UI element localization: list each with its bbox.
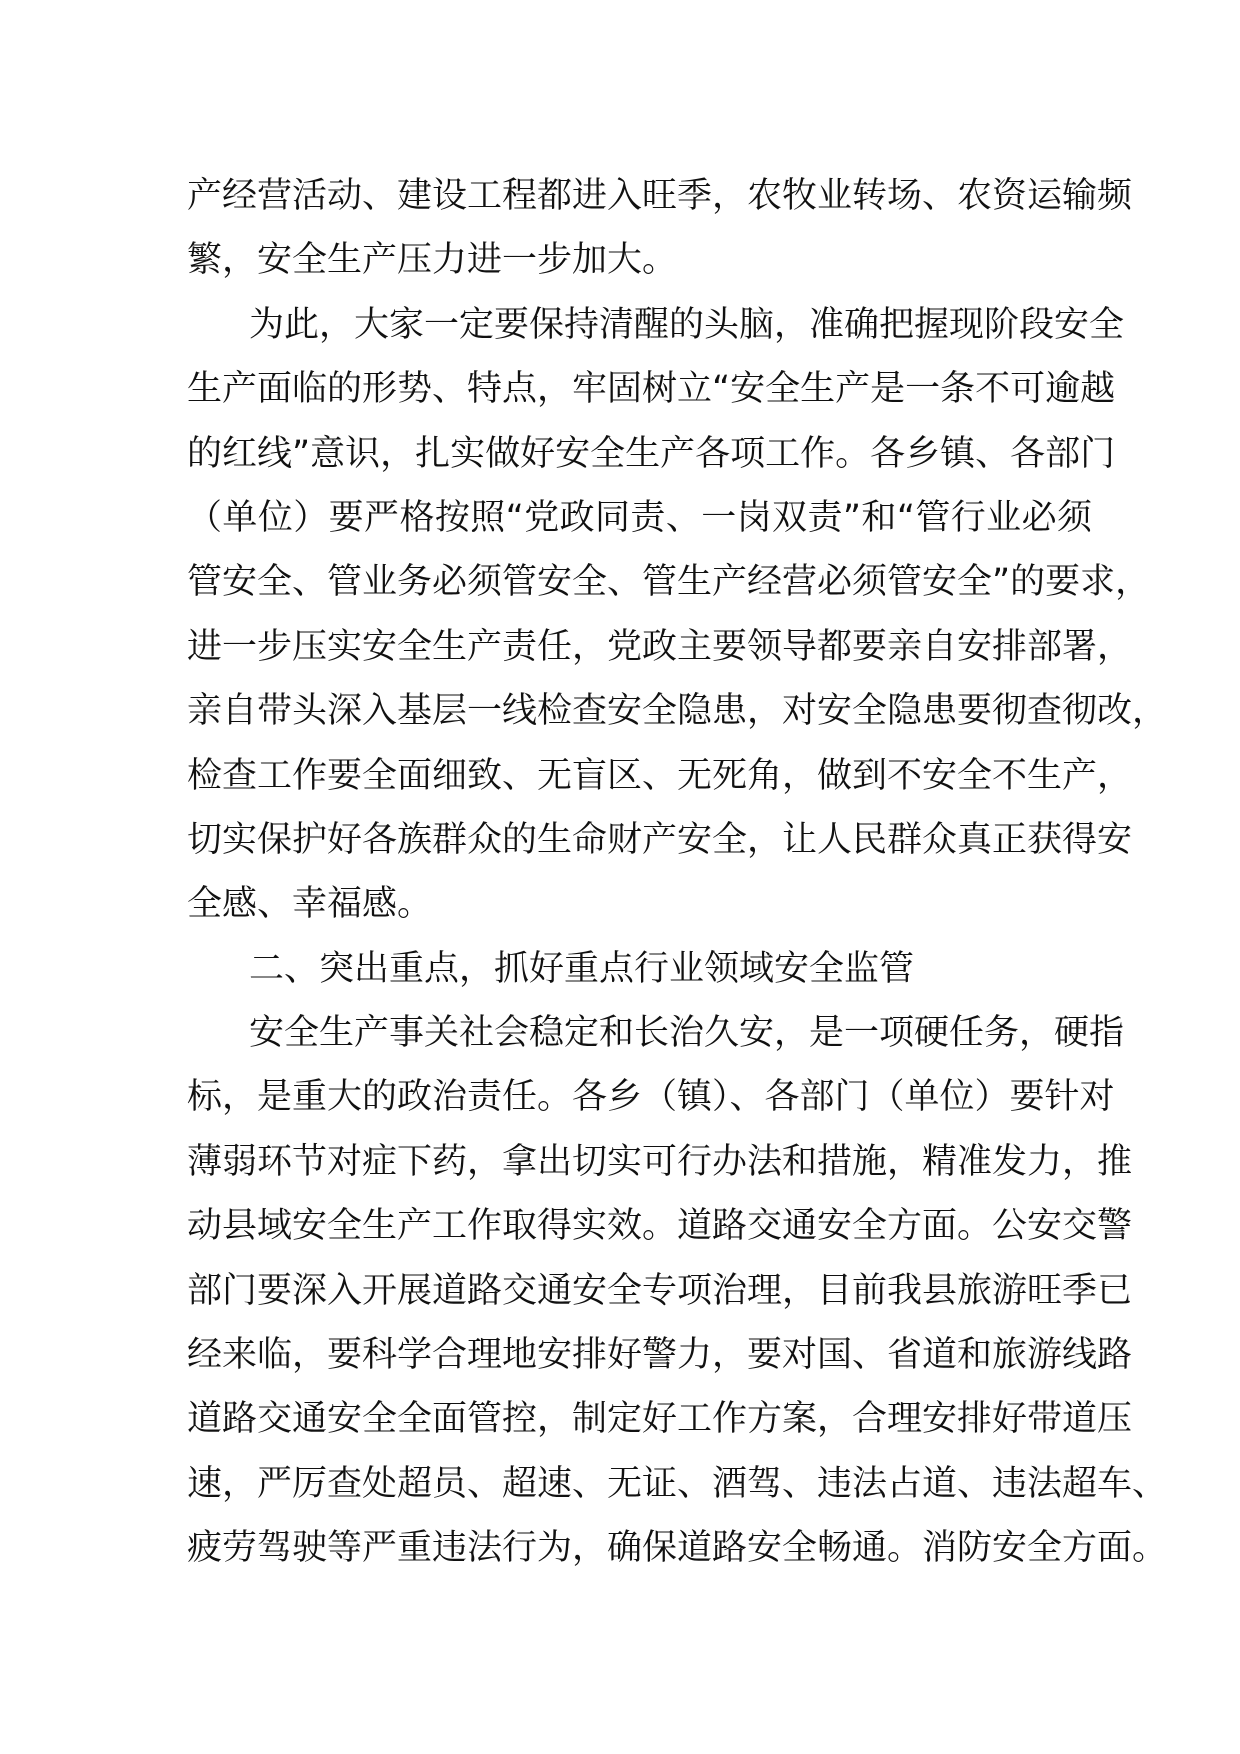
text-line: 检查工作要全面细致、无盲区、无死角，做到不安全不生产，: [187, 755, 1133, 796]
text-line: 繁，安全生产压力进一步加大。: [187, 240, 678, 281]
text-line: 速，严厉查处超员、超速、无证、酒驾、违法占道、违法超车、: [187, 1463, 1168, 1504]
paragraph-start-line: 为此，大家一定要保持清醒的头脑，准确把握现阶段安全: [249, 304, 1125, 345]
text-line: 切实保护好各族群众的生命财产安全，让人民群众真正获得安: [187, 819, 1133, 860]
text-line: 经来临，要科学合理地安排好警力，要对国、省道和旅游线路: [187, 1335, 1133, 1376]
text-line: 生产面临的形势、特点，牢固树立“安全生产是一条不可逾越: [187, 369, 1116, 410]
text-line: 标，是重大的政治责任。各乡（镇）、各部门（单位）要针对: [187, 1077, 1115, 1118]
section-heading: 二、突出重点，抓好重点行业领域安全监管: [249, 948, 915, 989]
text-line: 部门要深入开展道路交通安全专项治理，目前我县旅游旺季已: [187, 1270, 1133, 1311]
text-line: 亲自带头深入基层一线检查安全隐患，对安全隐患要彻查彻改，: [187, 691, 1168, 732]
text-line: 全感、幸福感。: [187, 884, 433, 925]
text-line: 进一步压实安全生产责任，党政主要领导都要亲自安排部署，: [187, 626, 1133, 667]
text-line: 疲劳驾驶等严重违法行为，确保道路安全畅通。消防安全方面。: [187, 1528, 1168, 1569]
text-line: 产经营活动、建设工程都进入旺季，农牧业转场、农资运输频: [187, 176, 1133, 216]
text-line: 道路交通安全全面管控，制定好工作方案，合理安排好带道压: [187, 1399, 1133, 1440]
text-line: 动县域安全生产工作取得实效。道路交通安全方面。公安交警: [187, 1206, 1133, 1247]
text-line: 薄弱环节对症下药，拿出切实可行办法和措施，精准发力，推: [187, 1141, 1133, 1182]
text-line: 的红线”意识，扎实做好安全生产各项工作。各乡镇、各部门: [187, 433, 1116, 474]
document-body: [187, 164, 1168, 1581]
text-line: 管安全、管业务必须管安全、管生产经营必须管安全”的要求，: [187, 562, 1151, 603]
text-line: （单位）要严格按照“党政同责、一岗双责”和“管行业必须: [187, 497, 1092, 538]
paragraph-start-line: 安全生产事关社会稳定和长治久安，是一项硬任务，硬指: [249, 1013, 1125, 1054]
